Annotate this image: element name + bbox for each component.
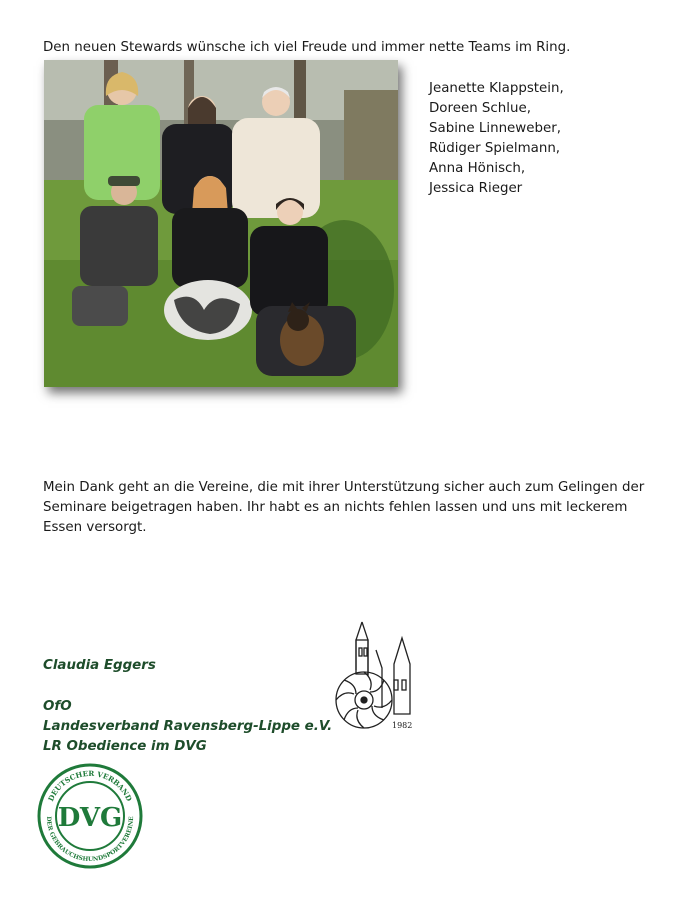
signature-subtitle: LR Obedience im DVG [43, 739, 207, 754]
steward-names-list [429, 79, 564, 199]
dvg-logo [37, 763, 143, 869]
dvg-letters: DVG [57, 803, 123, 833]
steward-name: Anna Hönisch, [429, 161, 526, 176]
thanks-paragraph: Mein Dank geht an die Vereine, die mit ihrer Unterstützung sicher auch zum Gelingen der Seminare beigetragen haben. Ihr habt es an nichts fehlen lassen und uns mit leckerem Essen versorgt. [43, 480, 645, 535]
steward-name: Sabine Linneweber, [429, 121, 561, 136]
signature-organization: Landesverband Ravensberg-Lippe e.V. [43, 719, 333, 734]
dvg-ring-text-top: DEUTSCHER VERBAND [46, 768, 134, 803]
signature-name: Claudia Eggers [43, 658, 156, 673]
dvg-ring-text-bottom: DER GEBRAUCHSHUNDSPORTVEREINE [44, 816, 136, 864]
signature-role: OfO [43, 699, 72, 714]
steward-name: Rüdiger Spielmann, [429, 141, 561, 156]
crest-year: 1982 [392, 721, 413, 730]
steward-name: Doreen Schlue, [429, 101, 531, 116]
steward-name: Jessica Rieger [429, 181, 523, 196]
steward-name: Jeanette Klappstein, [429, 81, 564, 96]
intro-paragraph: Den neuen Stewards wünsche ich viel Freude und immer nette Teams im Ring. [43, 40, 571, 55]
group-photo [44, 60, 398, 387]
landesverband-crest-logo [332, 620, 420, 734]
